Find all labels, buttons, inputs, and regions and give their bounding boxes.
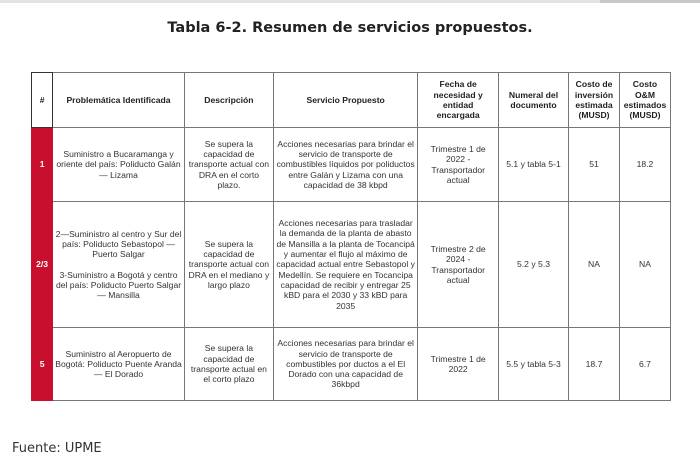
cell-om: 6.7: [619, 328, 670, 401]
cell-problematica: Suministro a Bucaramanga y oriente del país: Poliducto Galán — Lizama: [53, 128, 185, 202]
problematica-item-3: 3-Suministro a Bogotá y centro del país: Poliducto Puerto Salgar — Mansilla: [55, 269, 182, 301]
cell-descripcion: Se supera la capacidad de transporte actual con DRA en el mediano y largo plazo: [184, 202, 273, 328]
header-row: [32, 73, 671, 128]
header-numeral: Numeral del documento: [498, 73, 568, 128]
cell-om: NA: [619, 202, 670, 328]
cell-fecha: Trimestre 1 de 2022: [418, 328, 499, 401]
cell-problematica: [53, 202, 185, 328]
top-rule: [0, 0, 700, 3]
table-row: [32, 128, 671, 202]
spacer: [55, 260, 182, 270]
cell-fecha: Trimestre 2 de 2024 - Transportador actual: [418, 202, 499, 328]
cell-om: 18.2: [619, 128, 670, 202]
cell-inversion: NA: [569, 202, 620, 328]
cell-servicio: Acciones necesarias para brindar el servicio de transporte de combustibles por ductos a el El Dorado con una capacidad de 36kbpd: [273, 328, 417, 401]
header-number: #: [32, 73, 53, 128]
row-number: 5: [32, 328, 53, 401]
header-descripcion: Descripción: [184, 73, 273, 128]
cell-numeral: 5.2 y 5.3: [498, 202, 568, 328]
row-number: 1: [32, 128, 53, 202]
top-rule-accent: [600, 0, 700, 3]
cell-inversion: 18.7: [569, 328, 620, 401]
cell-descripcion: Se supera la capacidad de transporte actual en el corto plazo: [184, 328, 273, 401]
problematica-item-2: 2—Suministro al centro y Sur del país: Poliducto Sebastopol — Puerto Salgar: [55, 228, 182, 260]
cell-numeral: 5.1 y tabla 5-1: [498, 128, 568, 202]
cell-descripcion: Se supera la capacidad de transporte actual con DRA en el corto plazo.: [184, 128, 273, 202]
cell-numeral: 5.5 y tabla 5-3: [498, 328, 568, 401]
cell-servicio: Acciones necesarias para brindar el servicio de transporte de combustibles líquidos por poliductos entre Galán y Lizama con una capacidad de 38 kbpd: [273, 128, 417, 202]
cell-fecha: Trimestre 1 de 2022 - Transportador actual: [418, 128, 499, 202]
source-note: Fuente: UPME: [12, 441, 102, 456]
header-inversion: Costo de inversión estimada (MUSD): [569, 73, 620, 128]
cell-inversion: 51: [569, 128, 620, 202]
header-servicio: Servicio Propuesto: [273, 73, 417, 128]
row-number: 2/3: [32, 202, 53, 328]
services-table: [31, 72, 671, 401]
table-title: Tabla 6-2. Resumen de servicios propuestos.: [167, 20, 533, 36]
header-problematica: Problemática Identificada: [53, 73, 185, 128]
header-om: Costo O&M estimados (MUSD): [619, 73, 670, 128]
table-row: [32, 328, 671, 401]
cell-problematica: Suministro al Aeropuerto de Bogotá: Poliducto Puente Aranda — El Dorado: [53, 328, 185, 401]
cell-servicio: Acciones necesarias para trasladar la demanda de la planta de abasto de Mansilla a la planta de Tocancipá y aumentar el flujo al máximo de capacidad actual entre Sebastopol y Medellín. Se requiere en Tocancipa capacidad de recibir y entregar 25 kBD para el 2030 y 33 kBD para 2035: [273, 202, 417, 328]
header-fecha: Fecha de necesidad y entidad encargada: [418, 73, 499, 128]
table-row: [32, 202, 671, 328]
